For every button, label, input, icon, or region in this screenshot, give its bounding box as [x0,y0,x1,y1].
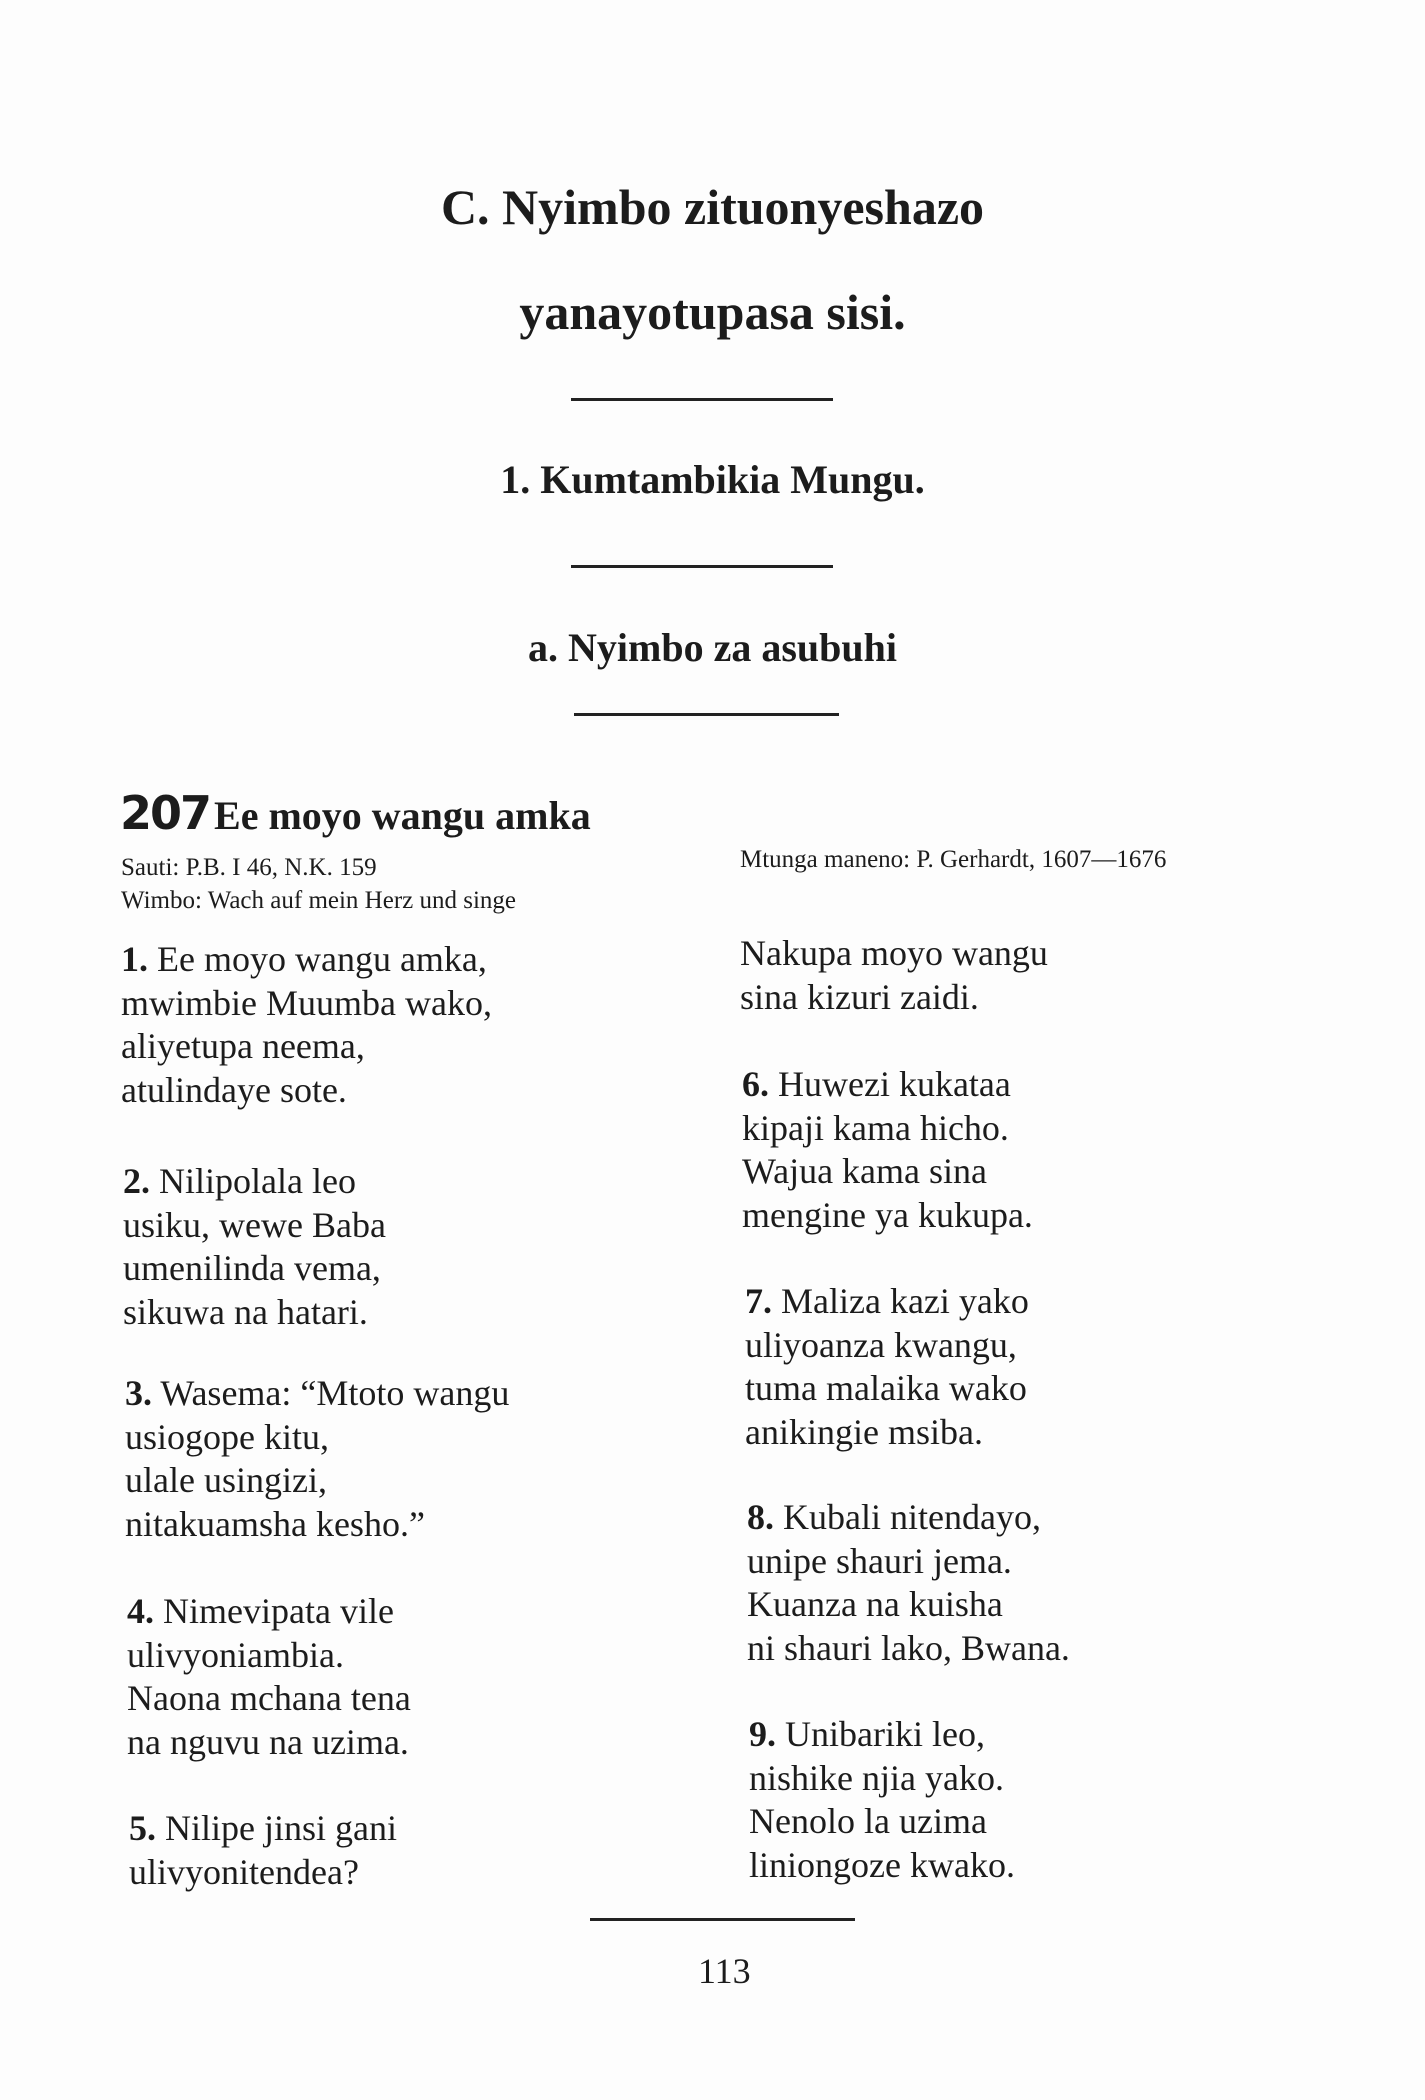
hymn-title: Ee moyo wangu amka [214,793,591,838]
hymn-wimbo: Wimbo: Wach auf mein Herz und singe [121,887,517,914]
hymn-author: Mtunga maneno: P. Gerhardt, 1607—1676 [740,846,1167,873]
stanza-text: Nilipolala leo usiku, wewe Baba umenilinda vema, sikuwa na hatari. [123,1161,386,1332]
stanza-7 [745,1280,1029,1454]
stanza-text: Ee moyo wangu amka, mwimbie Muumba wako, aliyetupa neema, atulindaye sote. [121,939,492,1110]
hymn-sauti: Sauti: P.B. I 46, N.K. 159 [121,854,377,881]
stanza-number: 4. [127,1591,154,1631]
hymn-heading [120,786,591,840]
stanza-6 [742,1063,1033,1237]
stanza-text: Nilipe jinsi gani ulivyonitendea? [129,1808,397,1892]
divider [574,713,839,716]
stanza-text: Kubali nitendayo, unipe shauri jema. Kuanza na kuisha ni shauri lako, Bwana. [747,1497,1070,1668]
stanza-text: Nimevipata vile ulivyoniambia. Naona mchana tena na nguvu na uzima. [127,1591,411,1762]
stanza-number: 7. [745,1281,772,1321]
stanza-number: 3. [125,1373,152,1413]
page-number: 113 [698,1951,751,1991]
stanza-text: Unibariki leo, nishike njia yako. Nenolo la uzima liniongoze kwako. [749,1714,1015,1885]
stanza-text: Huwezi kukataa kipaji kama hicho. Wajua kama sina mengine ya kukupa. [742,1064,1033,1235]
hymn-number: 207 [120,786,211,840]
stanza-number: 5. [129,1808,156,1848]
stanza-number: 9. [749,1714,776,1754]
divider [571,398,833,401]
stanza-1 [121,938,492,1112]
stanza-2 [123,1160,386,1334]
stanza-number: 1. [121,939,148,979]
divider [571,565,833,568]
section-title-line2: yanayotupasa sisi. [519,284,906,340]
stanza-5 [129,1807,397,1894]
stanza-4 [127,1590,411,1764]
stanza-3 [125,1372,509,1546]
stanza-9 [749,1713,1015,1887]
subsection-title: 1. Kumtambikia Mungu. [500,457,925,502]
stanza-8 [747,1496,1070,1670]
stanza-text: Wasema: “Mtoto wangu usiogope kitu, ulale usingizi, nitakuamsha kesho.” [125,1373,510,1544]
stanza-text: Nakupa moyo wangu sina kizuri zaidi. [740,933,1048,1017]
stanza-number: 6. [742,1064,769,1104]
subsubsection-title: a. Nyimbo za asubuhi [528,625,897,670]
divider [590,1918,855,1921]
section-title-line1: C. Nyimbo zituonyeshazo [440,179,985,235]
stanza-number: 8. [747,1497,774,1537]
stanza-number: 2. [123,1161,150,1201]
stanza-text: Maliza kazi yako uliyoanza kwangu, tuma malaika wako anikingie msiba. [745,1281,1029,1452]
stanza-5-continued [740,932,1048,1019]
